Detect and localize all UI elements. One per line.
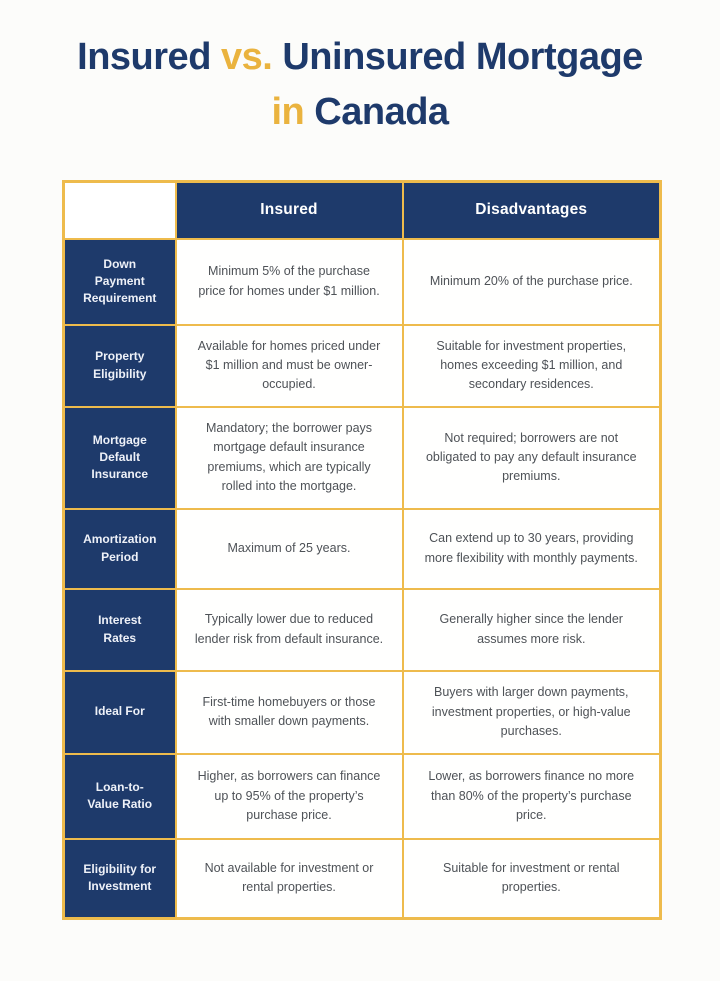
row-label-interest-rates: Interest Rates <box>64 589 176 671</box>
title-part-vs: vs. <box>220 36 273 78</box>
cell-insured-loan-to-value-ratio: Higher, as borrowers can finance up to 95% of the property’s purchase price. <box>176 754 403 839</box>
table-row <box>64 325 661 407</box>
title-part-uninsured-mortgage: Uninsured Mortgage <box>282 36 643 78</box>
table-row <box>64 509 661 589</box>
comparison-table <box>62 180 662 920</box>
row-label-amortization-period: Amortization Period <box>64 509 176 589</box>
row-label-mortgage-default-insurance: Mortgage Default Insurance <box>64 407 176 509</box>
row-label-ideal-for: Ideal For <box>64 671 176 754</box>
header-row <box>64 182 661 239</box>
cell-uninsured-loan-to-value-ratio: Lower, as borrowers finance no more than 80% of the property’s purchase price. <box>403 754 661 839</box>
row-label-property-eligibility: Property Eligibility <box>64 325 176 407</box>
cell-uninsured-eligibility-for-investment: Suitable for investment or rental properties. <box>403 839 661 919</box>
column-header-disadvantages: Disadvantages <box>403 182 661 239</box>
corner-cell <box>64 182 176 239</box>
table-row <box>64 589 661 671</box>
row-label-down-payment: Down Payment Requirement <box>64 239 176 325</box>
cell-uninsured-mortgage-default-insurance: Not required; borrowers are not obligated to pay any default insurance premiums. <box>403 407 661 509</box>
page-title <box>0 0 720 140</box>
cell-insured-eligibility-for-investment: Not available for investment or rental properties. <box>176 839 403 919</box>
title-part-in: in <box>271 91 305 134</box>
column-header-insured: Insured <box>176 182 403 239</box>
cell-insured-interest-rates: Typically lower due to reduced lender risk from default insurance. <box>176 589 403 671</box>
cell-insured-mortgage-default-insurance: Mandatory; the borrower pays mortgage default insurance premiums, which are typically rolled into the mortgage. <box>176 407 403 509</box>
cell-uninsured-down-payment: Minimum 20% of the purchase price. <box>403 239 661 325</box>
cell-insured-down-payment: Minimum 5% of the purchase price for homes under $1 million. <box>176 239 403 325</box>
table-row <box>64 839 661 919</box>
cell-insured-property-eligibility: Available for homes priced under $1 million and must be owner-occupied. <box>176 325 403 407</box>
table-row <box>64 239 661 325</box>
table-row <box>64 671 661 754</box>
cell-uninsured-ideal-for: Buyers with larger down payments, investment properties, or high-value purchases. <box>403 671 661 754</box>
table-row <box>64 754 661 839</box>
cell-uninsured-amortization-period: Can extend up to 30 years, providing more flexibility with monthly payments. <box>403 509 661 589</box>
cell-uninsured-interest-rates: Generally higher since the lender assumes more risk. <box>403 589 661 671</box>
table-row <box>64 407 661 509</box>
row-label-loan-to-value-ratio: Loan-to-Value Ratio <box>64 754 176 839</box>
row-label-eligibility-for-investment: Eligibility for Investment <box>64 839 176 919</box>
cell-insured-ideal-for: First-time homebuyers or those with smaller down payments. <box>176 671 403 754</box>
title-part-canada: Canada <box>314 91 449 134</box>
cell-uninsured-property-eligibility: Suitable for investment properties, homes exceeding $1 million, and secondary residences. <box>403 325 661 407</box>
cell-insured-amortization-period: Maximum of 25 years. <box>176 509 403 589</box>
title-part-insured: Insured <box>77 36 211 78</box>
